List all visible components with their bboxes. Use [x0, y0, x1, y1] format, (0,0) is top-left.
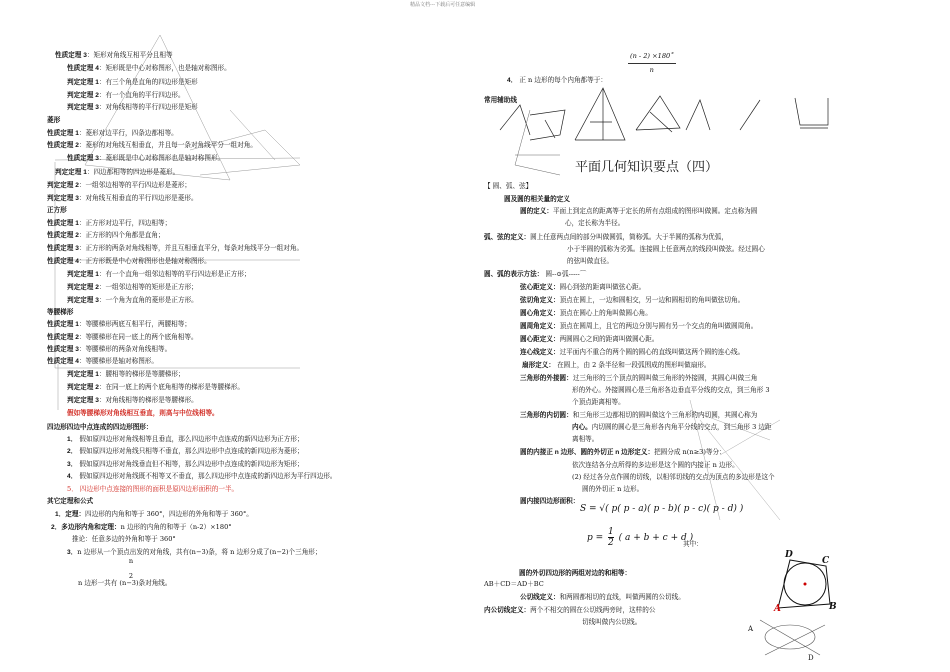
left-line-body: ：等腰梯形是轴对称图形。 — [78, 357, 158, 365]
right-line — [520, 207, 757, 216]
left-line-heading: 菱形 — [47, 117, 61, 124]
right-line-heading: 圆心距定义： — [520, 336, 560, 343]
area-formula-s: S = √( p( p - a)( p - b)( p - c)( p - d) ) — [580, 504, 744, 514]
left-line — [55, 168, 179, 177]
left-line — [67, 283, 198, 292]
left-line-heading: 3． — [67, 549, 78, 556]
left-line: 假如等腰梯形对角线相互垂直，则高与中位线相等。 — [67, 410, 219, 417]
right-line-heading: 常用辅助线 — [484, 97, 517, 104]
right-line-body: 和三角形三边都相切的圆叫做这个三角形的内切圆，其圆心称为 — [572, 411, 758, 419]
formula-p — [587, 527, 693, 548]
formula-p-prefix: p = — [587, 533, 604, 543]
right-line — [504, 195, 570, 204]
left-line-heading: 判定定理 1 — [55, 169, 87, 176]
left-line-body: ：正方形既是中心对称图形也是轴对称图形。 — [78, 257, 211, 265]
left-line-heading: 等腰梯形 — [47, 309, 74, 316]
left-line-heading: 判定定理 2 — [67, 284, 99, 291]
left-line-heading: 判定定理 3 — [67, 104, 99, 111]
formula-p-label: 其中： — [683, 540, 703, 548]
left-line-heading: 2． — [67, 448, 78, 455]
right-line — [520, 497, 579, 506]
right-line: 心，定长称为半径。 — [565, 219, 625, 227]
right-line-heading: 内公切线定义： — [484, 607, 531, 614]
label-A: A — [774, 604, 781, 614]
right-line — [484, 96, 517, 105]
left-line — [67, 370, 185, 379]
left-line-body: ：对角线互相垂直的平行四边形是菱形。 — [78, 194, 198, 202]
right-line-heading: 公切线定义： — [520, 594, 560, 601]
right-line: 圆的外切正 n 边形。 — [582, 485, 644, 493]
right-line-body: 圆--⊙弧-----⌒ — [543, 270, 587, 278]
left-line — [67, 472, 337, 481]
left-line-body: ：矩形既是中心对称图形，也是轴对称图形。 — [98, 64, 231, 72]
right-line-heading: 圆内接四边形面积： — [520, 498, 580, 505]
left-line-heading: 性质定理 4 — [67, 65, 99, 72]
left-line-body: ：有三个角是直角的四边形是矩形 — [98, 78, 198, 86]
right-line: 【 圆、弧、弦】 — [484, 182, 533, 190]
right-line: 切线叫做内公切线。 — [582, 618, 642, 626]
right-line-heading: 圆周角定义： — [520, 323, 560, 330]
right-line-body: 两圆圆心之间的距离叫做圆心距。 — [559, 335, 659, 343]
left-line — [47, 497, 93, 506]
right-line — [520, 335, 658, 344]
left-line-body: ：矩形对角线互相平分且相等 — [86, 51, 173, 59]
left-line-heading: 判定定理 1 — [67, 271, 99, 278]
label-C: C — [822, 556, 830, 566]
right-line — [520, 448, 726, 457]
left-line — [67, 154, 224, 163]
left-line-heading: 1．定理： — [55, 511, 86, 518]
left-line — [67, 435, 304, 444]
left-line: 推论：任意多边的外角和等于 360° — [72, 535, 176, 543]
right-line — [520, 283, 645, 292]
right-line — [484, 233, 728, 242]
left-line-heading: 性质定理 3 — [67, 155, 99, 162]
right-line-body: 顶点在圆上，一边和圆相交，另一边和圆相切的角叫做弦切角。 — [559, 296, 745, 304]
left-line-body: 假如原四边形对角线既不相等又不垂直，那么四边形中点连成的新四边形为平行四边形。 — [77, 472, 337, 480]
right-line — [522, 361, 711, 370]
right-line: 小于半圆的弧称为劣弧。连接圆上任意两点的线段叫做弦。经过圆心 — [567, 245, 765, 253]
right-line-body: 在圆上，由 2 条半径和一段弧围成的图形叫做扇形。 — [554, 361, 711, 369]
left-line — [47, 129, 178, 138]
left-line — [67, 103, 198, 112]
left-line-body: ：对角线相等的平行四边形是矩形 — [98, 103, 198, 111]
right-line: 个顶点距离相等。 — [572, 398, 625, 406]
right-line — [520, 593, 685, 602]
right-line — [507, 76, 607, 85]
right-line: AB＋CD＝AD＋BC — [484, 580, 544, 588]
left-line-heading: 性质定理 4 — [47, 358, 79, 365]
left-line-heading: 判定定理 1 — [67, 371, 99, 378]
left-line-heading: 四边形四边中点连成的四边形图形： — [47, 424, 153, 431]
left-line-body: ：对角线相等的梯形是等腰梯形。 — [98, 396, 198, 404]
left-line-body: ：菱形既是中心对称图形也是轴对称图形。 — [98, 154, 225, 162]
left-line — [55, 51, 173, 60]
right-line-heading: 圆的定义： — [520, 208, 553, 215]
interior-angle-formula — [628, 52, 676, 75]
fraction-n-over-2 — [126, 557, 136, 581]
left-line-body: ：正方形对边平行，四边相等； — [78, 219, 172, 227]
left-line-body: ：在同一底上的两个底角相等的梯形是等腰梯形。 — [98, 383, 244, 391]
right-line-body: 顶点在圆心上的角叫做圆心角。 — [559, 309, 652, 317]
left-line-body: ：有一个直角的平行四边形。 — [98, 91, 185, 99]
left-line — [67, 78, 198, 87]
right-line-heading: 弧、弦的定义： — [484, 234, 531, 241]
right-line: 依次连结各分点所得的多边形是这个圆的内接正 n 边形。 — [572, 461, 739, 469]
left-line-heading: 判定定理 1 — [67, 79, 99, 86]
left-line — [47, 345, 171, 354]
left-line-heading: 性质定理 1 — [47, 321, 79, 328]
right-line-body: 把圆分成 n(n≥3)等分： — [654, 448, 726, 456]
left-line: n 边形一共有 (n−3)条对角线。 — [78, 579, 172, 587]
right-line-heading: 扇形定义： — [522, 362, 555, 369]
formula-p-num: 1 — [608, 527, 614, 537]
left-line — [67, 383, 244, 392]
right-line-body: 过平面内不重合的两个圆的圆心的直线叫做这两个圆的连心线。 — [559, 348, 745, 356]
formula-numerator: (n - 2) ×180˚ — [630, 52, 674, 60]
right-line: (2) 经过各分点作圆的切线，以相邻切线的交点为顶点的多边形是这个 — [572, 473, 775, 481]
page-header: 精品文档---下载后可任意编辑 — [410, 2, 476, 8]
right-line — [520, 411, 757, 420]
left-line — [47, 181, 191, 190]
left-line-body: ：四边都相等的四边形是菱形。 — [86, 168, 180, 176]
left-line-heading: 性质定理 3 — [55, 52, 87, 59]
right-line-heading: 三角形的外接圆： — [520, 375, 573, 382]
right-line — [520, 296, 744, 305]
left-line — [47, 244, 303, 253]
left-line-body: ：正方形的两条对角线相等，并且互相垂直平分，每条对角线平分一组对角。 — [78, 244, 304, 252]
left-line — [67, 91, 185, 100]
left-line-body: ：菱形的对角线互相垂直，并且每一条对角线平分一组对角。 — [78, 141, 257, 149]
right-line-heading: 三角形的内切圆： — [520, 412, 573, 419]
right-line — [572, 423, 772, 432]
bottom-label-D: D — [808, 654, 814, 662]
formula-p-den: 2 — [608, 538, 614, 548]
left-line-heading: 判定定理 2 — [47, 182, 79, 189]
left-line: 5． 四边形中点连接的图形的面积是原四边形面积的一半。 — [67, 485, 239, 493]
left-line-heading: 4． — [67, 473, 78, 480]
left-line-heading: 性质定理 4 — [47, 258, 79, 265]
formula-denominator: n — [649, 66, 654, 74]
left-line-body: 四边形的内角和等于 360°，四边形的外角和等于 360°。 — [85, 510, 253, 518]
left-line-heading: 3． — [67, 461, 78, 468]
left-line — [47, 357, 158, 366]
left-line-heading: 判定定理 3 — [67, 297, 99, 304]
right-line-heading: 弦心距定义： — [520, 284, 560, 291]
left-line-body: ：等腰梯形在同一底上的两个底角相等。 — [78, 333, 198, 341]
right-line-heading: 连心线定义： — [520, 349, 560, 356]
right-line-heading: 弦切角定义： — [520, 297, 560, 304]
right-line-heading: 内心。 — [572, 424, 592, 431]
right-line: 的弦叫做直径。 — [567, 257, 614, 265]
left-line-body: ：正方形的四个角都是直角； — [78, 231, 165, 239]
left-line-body: 假如原四边形对角线垂直但不相等，那么四边形中点连成的新四边形为矩形； — [77, 460, 304, 468]
right-line-body: 正 n 边形的每个内角都等于： — [517, 76, 607, 84]
right-line-heading: 圆、弧的表示方法： — [484, 271, 544, 278]
right-line-heading: 圆的内接正 n 边形、圆的外切正 n 边形定义： — [520, 449, 655, 456]
left-line-heading: 判定定理 2 — [67, 92, 99, 99]
left-line-body: ：等腰梯形两底互相平行，两腰相等； — [78, 320, 191, 328]
left-line-heading: 性质定理 2 — [47, 142, 79, 149]
left-line — [67, 64, 231, 73]
left-line — [47, 116, 60, 125]
left-line-body: ：一组邻边相等的平行四边形是菱形； — [78, 181, 191, 189]
right-line — [519, 569, 631, 578]
left-line-body: ：腰相等的梯形是等腰梯形； — [98, 370, 185, 378]
left-line-heading: 判定定理 2 — [67, 384, 99, 391]
label-B: B — [829, 602, 837, 612]
left-line — [47, 219, 171, 228]
left-line-heading: 判定定理 3 — [47, 195, 79, 202]
right-line — [484, 270, 586, 279]
left-line-body: n 边形的内角的和等于（n-2）×180° — [120, 523, 232, 531]
right-line: 离相等。 — [572, 435, 599, 443]
right-line-body: 顶点在圆周上，且它的两边分别与圆有另一个交点的角叫做圆周角。 — [559, 322, 758, 330]
right-line — [520, 348, 744, 357]
left-line-heading: 2．多边形内角和定理： — [51, 524, 121, 531]
right-line: 形的外心。外接圆圆心是三角形各边垂直平分线的交点，到三角形 3 — [572, 386, 770, 394]
fraction-numerator: n — [128, 557, 134, 565]
right-line — [484, 606, 655, 615]
left-line — [47, 423, 153, 432]
left-line — [67, 460, 304, 469]
left-line — [67, 296, 198, 305]
left-line-heading: 判定定理 3 — [67, 397, 99, 404]
bottom-label-A: A — [748, 625, 754, 633]
right-line-body: 平面上到定点的距离等于定长的所有点组成的图形叫做圆。定点称为圆 — [552, 207, 758, 215]
right-line-body: 和两圆都相切的直线，叫做两圆的公切线。 — [559, 593, 685, 601]
left-line-heading: 正方形 — [47, 207, 67, 214]
left-line-heading: 性质定理 3 — [47, 346, 79, 353]
left-line — [67, 396, 198, 405]
common-tangent-diagram — [750, 615, 840, 665]
left-line-body: ：有一个直角一组邻边相等的平行四边形是正方形； — [98, 270, 251, 278]
left-line-body: 假如原四边形对角线只相等不垂直，那么四边形中点连成的新四边形为菱形； — [77, 447, 304, 455]
left-line — [51, 523, 232, 532]
left-line — [67, 270, 251, 279]
right-line-heading: 圆心角定义： — [520, 310, 560, 317]
left-line — [47, 231, 165, 240]
label-D: D — [785, 550, 793, 560]
left-line-body: 假如原四边形对角线相等且垂直，那么四边形中点连成的新四边形为正方形； — [77, 435, 304, 443]
left-line-heading: 1． — [67, 436, 78, 443]
left-line — [47, 257, 211, 266]
left-line — [67, 548, 322, 557]
left-line-heading: 性质定理 2 — [47, 232, 79, 239]
left-line-heading: 性质定理 1 — [47, 220, 79, 227]
left-line-heading: 性质定理 2 — [47, 334, 79, 341]
left-line-body: ：等腰梯形的两条对角线相等。 — [78, 345, 172, 353]
fraction-denominator: 2 — [128, 572, 134, 580]
left-line-body: n 边形从一个顶点出发的对角线，共有(n−3)条，将 n 边形分成了(n−2)个三角形； — [77, 548, 322, 556]
right-line — [520, 309, 652, 318]
left-line-body: ：一个角为直角的菱形是正方形。 — [98, 296, 198, 304]
left-line — [47, 320, 191, 329]
left-line — [47, 206, 67, 215]
right-line-body: 圆上任意两点间的部分叫做圆弧，简称弧。大于半圆的弧称为优弧， — [530, 233, 728, 241]
left-line-heading: 性质定理 3 — [47, 245, 79, 252]
right-line — [520, 322, 757, 331]
left-line — [67, 447, 304, 456]
formula-p-suffix: ( a + b + c + d ) — [618, 533, 694, 543]
left-line — [47, 333, 198, 342]
right-line-body: 圆心到弦的距离叫做弦心距。 — [559, 283, 646, 291]
left-line-body: ：菱形对边平行，四条边都相等。 — [78, 129, 178, 137]
left-line — [47, 141, 257, 150]
left-line-heading: 其它定理和公式 — [47, 498, 94, 505]
right-line-heading: 圆的外切四边形的两组对边的和相等： — [519, 570, 632, 577]
right-line-body: 过三角形的三个顶点的圆叫做三角形的外接圆，其圆心叫做三角 — [572, 374, 758, 382]
left-line — [55, 510, 253, 519]
left-line-body: ：一组邻边相等的矩形是正方形； — [98, 283, 198, 291]
left-line — [47, 194, 198, 203]
left-line-heading: 性质定理 1 — [47, 130, 79, 137]
left-line — [47, 308, 73, 317]
right-line-body: 两个不相交的圆在公切线两旁时，这样的公 — [530, 606, 656, 614]
right-line-body: 内切圆的圆心是三角形各内角平分线的交点，到三角形 3 边距 — [591, 423, 772, 431]
right-line-heading: 圆及圆的相关量的定义 — [504, 196, 570, 203]
right-line-heading: 4． — [507, 77, 518, 84]
section-title: 平面几何知识要点（四） — [575, 160, 719, 175]
right-line — [520, 374, 757, 383]
